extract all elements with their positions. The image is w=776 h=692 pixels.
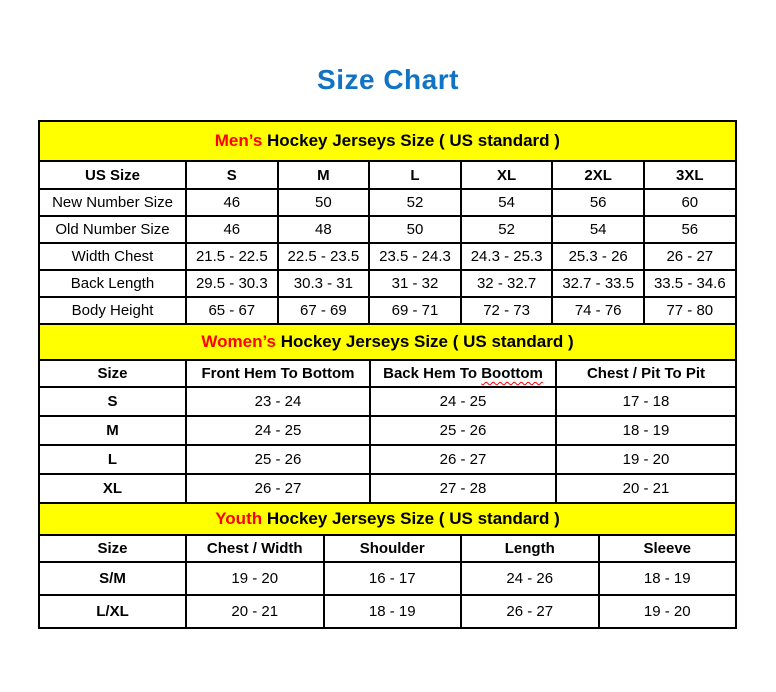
womens-value-cell: 17 - 18 bbox=[556, 387, 736, 416]
page-title: Size Chart bbox=[317, 64, 459, 95]
youth-data-row bbox=[39, 562, 736, 595]
mens-value-cell: 65 - 67 bbox=[186, 297, 278, 324]
youth-column-header-cell: Size bbox=[39, 535, 186, 562]
mens-value-cell: 33.5 - 34.6 bbox=[644, 270, 736, 297]
mens-section-label: Hockey Jerseys Size ( US standard ) bbox=[262, 131, 560, 150]
mens-column-header-cell: L bbox=[369, 161, 461, 189]
youth-data-row bbox=[39, 595, 736, 628]
youth-size-table bbox=[38, 502, 737, 629]
womens-value-cell: 25 - 26 bbox=[370, 416, 556, 445]
youth-value-cell: 18 - 19 bbox=[324, 595, 462, 628]
womens-value-cell: 24 - 25 bbox=[370, 387, 556, 416]
misspelled-word: Boottom bbox=[481, 365, 543, 382]
mens-column-header-cell: S bbox=[186, 161, 278, 189]
womens-value-cell: 23 - 24 bbox=[186, 387, 370, 416]
youth-column-header-cell: Chest / Width bbox=[186, 535, 324, 562]
mens-value-cell: 77 - 80 bbox=[644, 297, 736, 324]
youth-value-cell: 26 - 27 bbox=[461, 595, 599, 628]
womens-section-label: Hockey Jerseys Size ( US standard ) bbox=[276, 332, 574, 351]
mens-column-header-row bbox=[39, 161, 736, 189]
mens-row-label: New Number Size bbox=[39, 189, 186, 216]
youth-value-cell: 24 - 26 bbox=[461, 562, 599, 595]
mens-column-header-cell: 3XL bbox=[644, 161, 736, 189]
womens-column-header-row bbox=[39, 360, 736, 387]
mens-value-cell: 30.3 - 31 bbox=[278, 270, 370, 297]
womens-section-accent-label: Women’s bbox=[201, 332, 276, 351]
mens-value-cell: 67 - 69 bbox=[278, 297, 370, 324]
mens-value-cell: 32 - 32.7 bbox=[461, 270, 553, 297]
mens-value-cell: 54 bbox=[461, 189, 553, 216]
womens-data-row bbox=[39, 445, 736, 474]
youth-value-cell: 19 - 20 bbox=[186, 562, 324, 595]
mens-value-cell: 46 bbox=[186, 189, 278, 216]
mens-value-cell: 46 bbox=[186, 216, 278, 243]
youth-row-label: L/XL bbox=[39, 595, 186, 628]
size-chart-tables bbox=[38, 120, 735, 629]
youth-value-cell: 19 - 20 bbox=[599, 595, 737, 628]
mens-value-cell: 60 bbox=[644, 189, 736, 216]
mens-value-cell: 52 bbox=[369, 189, 461, 216]
mens-column-header-cell: 2XL bbox=[552, 161, 644, 189]
youth-section-header-row bbox=[39, 503, 736, 535]
mens-size-table bbox=[38, 120, 737, 325]
mens-value-cell: 48 bbox=[278, 216, 370, 243]
womens-value-cell: 26 - 27 bbox=[370, 445, 556, 474]
youth-value-cell: 18 - 19 bbox=[599, 562, 737, 595]
youth-value-cell: 16 - 17 bbox=[324, 562, 462, 595]
womens-section-header bbox=[39, 324, 736, 360]
mens-value-cell: 31 - 32 bbox=[369, 270, 461, 297]
womens-value-cell: 24 - 25 bbox=[186, 416, 370, 445]
mens-value-cell: 26 - 27 bbox=[644, 243, 736, 270]
mens-value-cell: 56 bbox=[644, 216, 736, 243]
womens-value-cell: 26 - 27 bbox=[186, 474, 370, 503]
womens-section-header-row bbox=[39, 324, 736, 360]
womens-column-header-cell: Size bbox=[39, 360, 186, 387]
youth-value-cell: 20 - 21 bbox=[186, 595, 324, 628]
mens-value-cell: 69 - 71 bbox=[369, 297, 461, 324]
mens-data-row bbox=[39, 216, 736, 243]
mens-value-cell: 25.3 - 26 bbox=[552, 243, 644, 270]
mens-data-row bbox=[39, 297, 736, 324]
mens-value-cell: 72 - 73 bbox=[461, 297, 553, 324]
mens-row-label: Width Chest bbox=[39, 243, 186, 270]
mens-column-header-cell: XL bbox=[461, 161, 553, 189]
mens-value-cell: 52 bbox=[461, 216, 553, 243]
mens-row-label: Body Height bbox=[39, 297, 186, 324]
womens-data-row bbox=[39, 474, 736, 503]
mens-value-cell: 21.5 - 22.5 bbox=[186, 243, 278, 270]
youth-section-accent-label: Youth bbox=[215, 509, 263, 528]
womens-value-cell: 27 - 28 bbox=[370, 474, 556, 503]
mens-value-cell: 23.5 - 24.3 bbox=[369, 243, 461, 270]
mens-value-cell: 22.5 - 23.5 bbox=[278, 243, 370, 270]
mens-data-row bbox=[39, 270, 736, 297]
womens-value-cell: 19 - 20 bbox=[556, 445, 736, 474]
womens-column-header-cell: Back Hem To Boottom bbox=[370, 360, 556, 387]
mens-section-accent-label: Men’s bbox=[214, 131, 263, 150]
youth-column-header-row bbox=[39, 535, 736, 562]
womens-data-row bbox=[39, 416, 736, 445]
mens-section-header bbox=[39, 121, 736, 161]
mens-column-header-cell: US Size bbox=[39, 161, 186, 189]
womens-row-label: M bbox=[39, 416, 186, 445]
womens-size-table bbox=[38, 323, 737, 504]
mens-data-row bbox=[39, 189, 736, 216]
mens-value-cell: 50 bbox=[369, 216, 461, 243]
youth-column-header-cell: Length bbox=[461, 535, 599, 562]
womens-value-cell: 20 - 21 bbox=[556, 474, 736, 503]
mens-value-cell: 29.5 - 30.3 bbox=[186, 270, 278, 297]
mens-row-label: Back Length bbox=[39, 270, 186, 297]
womens-row-label: XL bbox=[39, 474, 186, 503]
womens-value-cell: 25 - 26 bbox=[186, 445, 370, 474]
mens-value-cell: 56 bbox=[552, 189, 644, 216]
youth-section-header bbox=[39, 503, 736, 535]
youth-column-header-cell: Shoulder bbox=[324, 535, 462, 562]
womens-data-row bbox=[39, 387, 736, 416]
mens-data-row bbox=[39, 243, 736, 270]
mens-value-cell: 74 - 76 bbox=[552, 297, 644, 324]
youth-row-label: S/M bbox=[39, 562, 186, 595]
mens-section-header-row bbox=[39, 121, 736, 161]
womens-column-header-cell: Chest / Pit To Pit bbox=[556, 360, 736, 387]
youth-column-header-cell: Sleeve bbox=[599, 535, 737, 562]
mens-value-cell: 32.7 - 33.5 bbox=[552, 270, 644, 297]
womens-value-cell: 18 - 19 bbox=[556, 416, 736, 445]
mens-value-cell: 50 bbox=[278, 189, 370, 216]
mens-value-cell: 54 bbox=[552, 216, 644, 243]
womens-row-label: L bbox=[39, 445, 186, 474]
mens-row-label: Old Number Size bbox=[39, 216, 186, 243]
mens-column-header-cell: M bbox=[278, 161, 370, 189]
womens-column-header-cell: Front Hem To Bottom bbox=[186, 360, 370, 387]
youth-section-label: Hockey Jerseys Size ( US standard ) bbox=[262, 509, 560, 528]
womens-row-label: S bbox=[39, 387, 186, 416]
mens-value-cell: 24.3 - 25.3 bbox=[461, 243, 553, 270]
